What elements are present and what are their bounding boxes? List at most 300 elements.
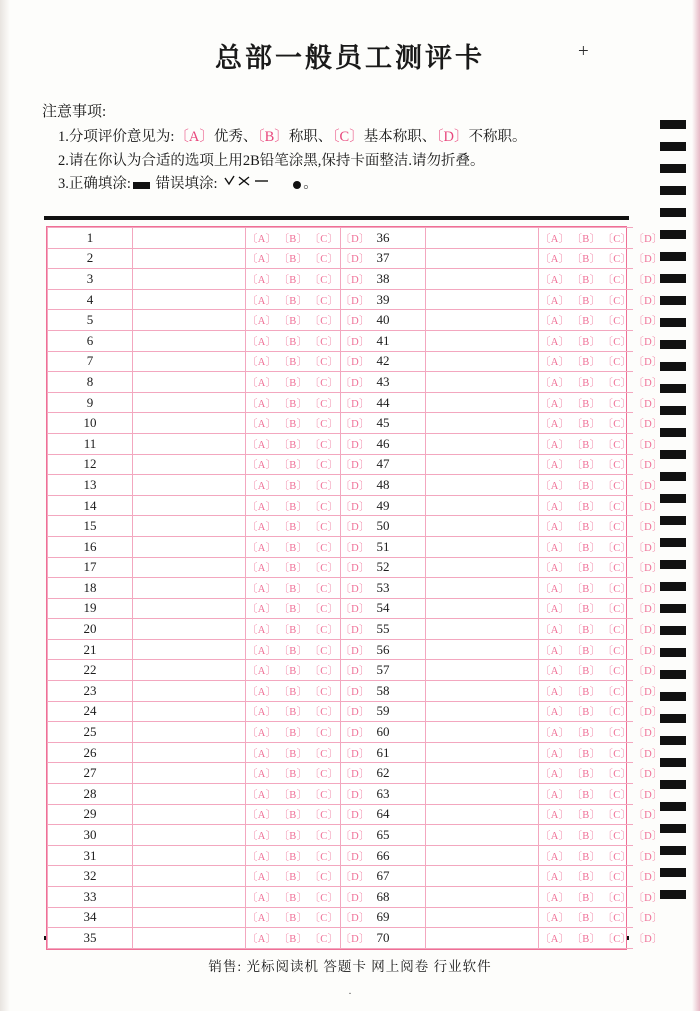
bubble-option[interactable]: 〔D〕 [340, 666, 370, 678]
bubble-option[interactable]: 〔D〕 [633, 831, 663, 843]
bubble-option[interactable]: 〔D〕 [340, 604, 370, 616]
option-bubbles[interactable] [539, 845, 663, 866]
option-bubbles[interactable] [539, 742, 663, 763]
bubble-option[interactable]: 〔C〕 [309, 460, 339, 472]
bubble-option[interactable]: 〔D〕 [633, 480, 663, 492]
bubble-option[interactable]: 〔C〕 [309, 728, 339, 740]
bubble-option[interactable]: 〔A〕 [540, 419, 570, 431]
bubble-option[interactable]: 〔D〕 [633, 892, 663, 904]
option-bubbles[interactable] [246, 413, 370, 434]
bubble-option[interactable]: 〔C〕 [309, 501, 339, 513]
bubble-option[interactable]: 〔D〕 [340, 933, 370, 945]
write-in-cell[interactable] [133, 248, 246, 269]
bubble-option[interactable]: 〔B〕 [278, 583, 308, 595]
option-bubbles[interactable] [246, 330, 370, 351]
bubble-option[interactable]: 〔D〕 [340, 892, 370, 904]
bubble-option[interactable]: 〔D〕 [633, 748, 663, 760]
bubble-option[interactable]: 〔C〕 [602, 892, 632, 904]
bubble-option[interactable]: 〔A〕 [540, 480, 570, 492]
option-bubbles[interactable] [246, 887, 370, 908]
option-bubbles[interactable] [246, 392, 370, 413]
bubble-option[interactable]: 〔B〕 [571, 233, 601, 245]
option-bubbles[interactable] [246, 310, 370, 331]
option-bubbles[interactable] [246, 454, 370, 475]
write-in-cell[interactable] [426, 248, 539, 269]
option-bubbles[interactable] [539, 433, 663, 454]
bubble-option[interactable]: 〔A〕 [540, 748, 570, 760]
bubble-option[interactable]: 〔D〕 [340, 625, 370, 637]
bubble-option[interactable]: 〔A〕 [247, 542, 277, 554]
bubble-option[interactable]: 〔C〕 [309, 583, 339, 595]
option-bubbles[interactable] [539, 681, 663, 702]
write-in-cell[interactable] [426, 825, 539, 846]
option-bubbles[interactable] [539, 536, 663, 557]
option-bubbles[interactable] [246, 598, 370, 619]
write-in-cell[interactable] [426, 742, 539, 763]
bubble-option[interactable]: 〔D〕 [633, 625, 663, 637]
bubble-option[interactable]: 〔B〕 [278, 604, 308, 616]
write-in-cell[interactable] [133, 372, 246, 393]
bubble-option[interactable]: 〔C〕 [602, 728, 632, 740]
write-in-cell[interactable] [133, 928, 246, 949]
bubble-option[interactable]: 〔D〕 [633, 274, 663, 286]
bubble-option[interactable]: 〔B〕 [278, 274, 308, 286]
bubble-option[interactable]: 〔A〕 [247, 728, 277, 740]
bubble-option[interactable]: 〔B〕 [278, 831, 308, 843]
write-in-cell[interactable] [426, 866, 539, 887]
write-in-cell[interactable] [426, 578, 539, 599]
bubble-option[interactable]: 〔A〕 [247, 892, 277, 904]
option-bubbles[interactable] [246, 248, 370, 269]
option-bubbles[interactable] [539, 660, 663, 681]
bubble-option[interactable]: 〔B〕 [278, 316, 308, 328]
bubble-option[interactable]: 〔D〕 [340, 789, 370, 801]
bubble-option[interactable]: 〔C〕 [602, 810, 632, 822]
bubble-option[interactable]: 〔C〕 [309, 748, 339, 760]
bubble-option[interactable]: 〔A〕 [247, 563, 277, 575]
bubble-option[interactable]: 〔A〕 [247, 686, 277, 698]
bubble-option[interactable]: 〔B〕 [278, 748, 308, 760]
bubble-option[interactable]: 〔C〕 [602, 872, 632, 884]
bubble-option[interactable]: 〔A〕 [247, 233, 277, 245]
bubble-option[interactable]: 〔A〕 [540, 336, 570, 348]
option-bubbles[interactable] [539, 825, 663, 846]
bubble-option[interactable]: 〔A〕 [540, 604, 570, 616]
write-in-cell[interactable] [426, 536, 539, 557]
bubble-option[interactable]: 〔A〕 [540, 460, 570, 472]
bubble-option[interactable]: 〔A〕 [247, 810, 277, 822]
write-in-cell[interactable] [133, 701, 246, 722]
write-in-cell[interactable] [426, 454, 539, 475]
bubble-option[interactable]: 〔A〕 [247, 851, 277, 863]
bubble-option[interactable]: 〔B〕 [278, 666, 308, 678]
option-bubbles[interactable] [539, 639, 663, 660]
bubble-option[interactable]: 〔B〕 [278, 542, 308, 554]
bubble-option[interactable]: 〔D〕 [633, 439, 663, 451]
write-in-cell[interactable] [133, 639, 246, 660]
bubble-option[interactable]: 〔C〕 [602, 707, 632, 719]
option-bubbles[interactable] [539, 887, 663, 908]
bubble-option[interactable]: 〔A〕 [247, 748, 277, 760]
option-bubbles[interactable] [539, 763, 663, 784]
bubble-option[interactable]: 〔A〕 [540, 233, 570, 245]
bubble-option[interactable]: 〔B〕 [571, 419, 601, 431]
bubble-option[interactable]: 〔D〕 [340, 728, 370, 740]
bubble-option[interactable]: 〔D〕 [633, 933, 663, 945]
option-bubbles[interactable] [539, 413, 663, 434]
bubble-option[interactable]: 〔A〕 [247, 295, 277, 307]
bubble-option[interactable]: 〔B〕 [571, 769, 601, 781]
bubble-option[interactable]: 〔A〕 [540, 831, 570, 843]
write-in-cell[interactable] [426, 475, 539, 496]
bubble-option[interactable]: 〔A〕 [540, 398, 570, 410]
bubble-option[interactable]: 〔C〕 [602, 563, 632, 575]
bubble-option[interactable]: 〔A〕 [540, 542, 570, 554]
bubble-option[interactable]: 〔B〕 [278, 810, 308, 822]
write-in-cell[interactable] [133, 825, 246, 846]
bubble-option[interactable]: 〔C〕 [309, 851, 339, 863]
bubble-option[interactable]: 〔C〕 [309, 563, 339, 575]
bubble-option[interactable]: 〔C〕 [309, 913, 339, 925]
bubble-option[interactable]: 〔D〕 [340, 274, 370, 286]
write-in-cell[interactable] [426, 928, 539, 949]
bubble-option[interactable]: 〔B〕 [571, 851, 601, 863]
bubble-option[interactable]: 〔D〕 [633, 563, 663, 575]
bubble-option[interactable]: 〔B〕 [571, 439, 601, 451]
bubble-option[interactable]: 〔C〕 [309, 522, 339, 534]
option-bubbles[interactable] [246, 578, 370, 599]
bubble-option[interactable]: 〔B〕 [278, 625, 308, 637]
bubble-option[interactable]: 〔B〕 [571, 377, 601, 389]
bubble-option[interactable]: 〔A〕 [247, 316, 277, 328]
bubble-option[interactable]: 〔B〕 [571, 542, 601, 554]
bubble-option[interactable]: 〔A〕 [540, 583, 570, 595]
bubble-option[interactable]: 〔A〕 [247, 357, 277, 369]
bubble-option[interactable]: 〔A〕 [247, 398, 277, 410]
bubble-option[interactable]: 〔C〕 [309, 892, 339, 904]
bubble-option[interactable]: 〔B〕 [571, 336, 601, 348]
bubble-option[interactable]: 〔B〕 [571, 254, 601, 266]
bubble-option[interactable]: 〔D〕 [633, 728, 663, 740]
option-bubbles[interactable] [246, 825, 370, 846]
option-bubbles[interactable] [246, 516, 370, 537]
bubble-option[interactable]: 〔C〕 [309, 274, 339, 286]
bubble-option[interactable]: 〔D〕 [633, 604, 663, 616]
write-in-cell[interactable] [133, 228, 246, 249]
option-bubbles[interactable] [246, 784, 370, 805]
bubble-option[interactable]: 〔C〕 [602, 336, 632, 348]
write-in-cell[interactable] [426, 557, 539, 578]
bubble-option[interactable]: 〔D〕 [340, 501, 370, 513]
option-bubbles[interactable] [246, 536, 370, 557]
write-in-cell[interactable] [426, 701, 539, 722]
write-in-cell[interactable] [133, 763, 246, 784]
bubble-option[interactable]: 〔D〕 [340, 357, 370, 369]
bubble-option[interactable]: 〔A〕 [247, 522, 277, 534]
write-in-cell[interactable] [133, 392, 246, 413]
write-in-cell[interactable] [426, 907, 539, 928]
bubble-option[interactable]: 〔B〕 [571, 728, 601, 740]
bubble-option[interactable]: 〔D〕 [340, 872, 370, 884]
bubble-option[interactable]: 〔D〕 [340, 233, 370, 245]
write-in-cell[interactable] [133, 907, 246, 928]
bubble-option[interactable]: 〔C〕 [602, 933, 632, 945]
bubble-option[interactable]: 〔B〕 [278, 728, 308, 740]
bubble-option[interactable]: 〔C〕 [602, 316, 632, 328]
bubble-option[interactable]: 〔D〕 [633, 645, 663, 657]
option-bubbles[interactable] [246, 681, 370, 702]
bubble-option[interactable]: 〔B〕 [278, 419, 308, 431]
write-in-cell[interactable] [133, 660, 246, 681]
option-bubbles[interactable] [539, 310, 663, 331]
bubble-option[interactable]: 〔D〕 [340, 542, 370, 554]
write-in-cell[interactable] [426, 784, 539, 805]
bubble-option[interactable]: 〔D〕 [340, 439, 370, 451]
bubble-option[interactable]: 〔C〕 [602, 542, 632, 554]
write-in-cell[interactable] [426, 660, 539, 681]
bubble-option[interactable]: 〔A〕 [540, 439, 570, 451]
bubble-option[interactable]: 〔D〕 [633, 666, 663, 678]
bubble-option[interactable]: 〔D〕 [633, 233, 663, 245]
option-bubbles[interactable] [246, 742, 370, 763]
bubble-option[interactable]: 〔D〕 [633, 707, 663, 719]
bubble-option[interactable]: 〔B〕 [278, 357, 308, 369]
bubble-option[interactable]: 〔A〕 [247, 831, 277, 843]
bubble-option[interactable]: 〔D〕 [633, 336, 663, 348]
write-in-cell[interactable] [426, 372, 539, 393]
write-in-cell[interactable] [133, 351, 246, 372]
bubble-option[interactable]: 〔B〕 [571, 604, 601, 616]
write-in-cell[interactable] [133, 598, 246, 619]
bubble-option[interactable]: 〔B〕 [571, 522, 601, 534]
bubble-option[interactable]: 〔A〕 [247, 933, 277, 945]
write-in-cell[interactable] [426, 269, 539, 290]
write-in-cell[interactable] [426, 289, 539, 310]
option-bubbles[interactable] [246, 845, 370, 866]
bubble-option[interactable]: 〔A〕 [247, 913, 277, 925]
write-in-cell[interactable] [426, 351, 539, 372]
write-in-cell[interactable] [426, 228, 539, 249]
write-in-cell[interactable] [133, 516, 246, 537]
bubble-option[interactable]: 〔B〕 [571, 625, 601, 637]
bubble-option[interactable]: 〔D〕 [340, 748, 370, 760]
bubble-option[interactable]: 〔D〕 [633, 254, 663, 266]
bubble-option[interactable]: 〔B〕 [278, 686, 308, 698]
write-in-cell[interactable] [426, 763, 539, 784]
bubble-option[interactable]: 〔D〕 [633, 522, 663, 534]
write-in-cell[interactable] [426, 495, 539, 516]
bubble-option[interactable]: 〔B〕 [278, 254, 308, 266]
bubble-option[interactable]: 〔C〕 [309, 625, 339, 637]
option-bubbles[interactable] [539, 372, 663, 393]
bubble-option[interactable]: 〔C〕 [309, 233, 339, 245]
bubble-option[interactable]: 〔A〕 [540, 563, 570, 575]
option-bubbles[interactable] [539, 248, 663, 269]
bubble-option[interactable]: 〔D〕 [633, 686, 663, 698]
write-in-cell[interactable] [426, 845, 539, 866]
bubble-option[interactable]: 〔A〕 [540, 789, 570, 801]
bubble-option[interactable]: 〔A〕 [540, 522, 570, 534]
option-bubbles[interactable] [246, 804, 370, 825]
option-bubbles[interactable] [539, 392, 663, 413]
bubble-option[interactable]: 〔B〕 [571, 460, 601, 472]
bubble-option[interactable]: 〔C〕 [602, 789, 632, 801]
option-bubbles[interactable] [539, 516, 663, 537]
option-bubbles[interactable] [539, 454, 663, 475]
bubble-option[interactable]: 〔A〕 [540, 769, 570, 781]
bubble-option[interactable]: 〔C〕 [309, 933, 339, 945]
option-bubbles[interactable] [246, 866, 370, 887]
bubble-option[interactable]: 〔A〕 [540, 645, 570, 657]
option-bubbles[interactable] [246, 619, 370, 640]
bubble-option[interactable]: 〔D〕 [633, 357, 663, 369]
bubble-option[interactable]: 〔C〕 [309, 254, 339, 266]
bubble-option[interactable]: 〔B〕 [278, 377, 308, 389]
bubble-option[interactable]: 〔B〕 [571, 583, 601, 595]
bubble-option[interactable]: 〔A〕 [540, 851, 570, 863]
option-bubbles[interactable] [246, 701, 370, 722]
bubble-option[interactable]: 〔D〕 [340, 686, 370, 698]
bubble-option[interactable]: 〔C〕 [309, 707, 339, 719]
bubble-option[interactable]: 〔A〕 [540, 707, 570, 719]
option-bubbles[interactable] [539, 495, 663, 516]
bubble-option[interactable]: 〔D〕 [633, 316, 663, 328]
bubble-option[interactable]: 〔C〕 [602, 748, 632, 760]
write-in-cell[interactable] [133, 619, 246, 640]
option-bubbles[interactable] [539, 598, 663, 619]
bubble-option[interactable]: 〔D〕 [340, 480, 370, 492]
bubble-option[interactable]: 〔D〕 [340, 851, 370, 863]
bubble-option[interactable]: 〔A〕 [540, 377, 570, 389]
bubble-option[interactable]: 〔B〕 [571, 295, 601, 307]
bubble-option[interactable]: 〔D〕 [633, 398, 663, 410]
bubble-option[interactable]: 〔C〕 [602, 419, 632, 431]
bubble-option[interactable]: 〔C〕 [602, 357, 632, 369]
write-in-cell[interactable] [426, 516, 539, 537]
bubble-option[interactable]: 〔D〕 [633, 419, 663, 431]
option-bubbles[interactable] [246, 351, 370, 372]
bubble-option[interactable]: 〔B〕 [278, 460, 308, 472]
bubble-option[interactable]: 〔D〕 [633, 851, 663, 863]
write-in-cell[interactable] [133, 433, 246, 454]
option-bubbles[interactable] [539, 784, 663, 805]
bubble-option[interactable]: 〔B〕 [571, 686, 601, 698]
bubble-option[interactable]: 〔C〕 [309, 789, 339, 801]
bubble-option[interactable]: 〔B〕 [571, 913, 601, 925]
bubble-option[interactable]: 〔C〕 [309, 480, 339, 492]
bubble-option[interactable]: 〔A〕 [540, 666, 570, 678]
bubble-option[interactable]: 〔A〕 [247, 336, 277, 348]
option-bubbles[interactable] [539, 289, 663, 310]
option-bubbles[interactable] [246, 495, 370, 516]
bubble-option[interactable]: 〔C〕 [309, 686, 339, 698]
bubble-option[interactable]: 〔C〕 [602, 831, 632, 843]
bubble-option[interactable]: 〔B〕 [278, 872, 308, 884]
option-bubbles[interactable] [539, 866, 663, 887]
bubble-option[interactable]: 〔D〕 [340, 419, 370, 431]
bubble-option[interactable]: 〔B〕 [571, 892, 601, 904]
bubble-option[interactable]: 〔C〕 [309, 295, 339, 307]
bubble-option[interactable]: 〔A〕 [540, 254, 570, 266]
bubble-option[interactable]: 〔C〕 [309, 419, 339, 431]
option-bubbles[interactable] [539, 269, 663, 290]
option-bubbles[interactable] [539, 330, 663, 351]
option-bubbles[interactable] [246, 557, 370, 578]
write-in-cell[interactable] [133, 269, 246, 290]
bubble-option[interactable]: 〔C〕 [309, 357, 339, 369]
option-bubbles[interactable] [539, 351, 663, 372]
write-in-cell[interactable] [133, 578, 246, 599]
bubble-option[interactable]: 〔B〕 [278, 645, 308, 657]
bubble-option[interactable]: 〔A〕 [247, 501, 277, 513]
option-bubbles[interactable] [539, 928, 663, 949]
bubble-option[interactable]: 〔B〕 [278, 233, 308, 245]
write-in-cell[interactable] [133, 557, 246, 578]
bubble-option[interactable]: 〔A〕 [540, 933, 570, 945]
bubble-option[interactable]: 〔B〕 [278, 851, 308, 863]
bubble-option[interactable]: 〔C〕 [602, 254, 632, 266]
bubble-option[interactable]: 〔B〕 [278, 522, 308, 534]
bubble-option[interactable]: 〔A〕 [247, 872, 277, 884]
bubble-option[interactable]: 〔A〕 [540, 728, 570, 740]
option-bubbles[interactable] [246, 907, 370, 928]
write-in-cell[interactable] [133, 742, 246, 763]
write-in-cell[interactable] [426, 619, 539, 640]
bubble-option[interactable]: 〔D〕 [340, 398, 370, 410]
bubble-option[interactable]: 〔C〕 [602, 377, 632, 389]
bubble-option[interactable]: 〔A〕 [247, 460, 277, 472]
bubble-option[interactable]: 〔D〕 [340, 522, 370, 534]
bubble-option[interactable]: 〔B〕 [278, 295, 308, 307]
bubble-option[interactable]: 〔C〕 [602, 460, 632, 472]
bubble-option[interactable]: 〔C〕 [309, 336, 339, 348]
bubble-option[interactable]: 〔C〕 [602, 604, 632, 616]
option-bubbles[interactable] [539, 475, 663, 496]
write-in-cell[interactable] [133, 804, 246, 825]
bubble-option[interactable]: 〔C〕 [602, 233, 632, 245]
bubble-option[interactable]: 〔D〕 [340, 295, 370, 307]
option-bubbles[interactable] [539, 701, 663, 722]
write-in-cell[interactable] [426, 433, 539, 454]
bubble-option[interactable]: 〔C〕 [602, 769, 632, 781]
bubble-option[interactable]: 〔A〕 [540, 810, 570, 822]
bubble-option[interactable]: 〔C〕 [602, 439, 632, 451]
bubble-option[interactable]: 〔C〕 [602, 851, 632, 863]
bubble-option[interactable]: 〔A〕 [540, 872, 570, 884]
bubble-option[interactable]: 〔D〕 [633, 583, 663, 595]
bubble-option[interactable]: 〔C〕 [602, 501, 632, 513]
bubble-option[interactable]: 〔A〕 [247, 666, 277, 678]
bubble-option[interactable]: 〔B〕 [278, 707, 308, 719]
write-in-cell[interactable] [133, 722, 246, 743]
bubble-option[interactable]: 〔B〕 [571, 933, 601, 945]
bubble-option[interactable]: 〔A〕 [540, 625, 570, 637]
option-bubbles[interactable] [246, 269, 370, 290]
bubble-option[interactable]: 〔C〕 [602, 686, 632, 698]
option-bubbles[interactable] [539, 722, 663, 743]
bubble-option[interactable]: 〔A〕 [247, 583, 277, 595]
bubble-option[interactable]: 〔B〕 [571, 831, 601, 843]
bubble-option[interactable]: 〔D〕 [340, 460, 370, 472]
write-in-cell[interactable] [426, 887, 539, 908]
bubble-option[interactable]: 〔B〕 [278, 336, 308, 348]
bubble-option[interactable]: 〔A〕 [540, 913, 570, 925]
bubble-option[interactable]: 〔B〕 [571, 357, 601, 369]
bubble-option[interactable]: 〔D〕 [340, 336, 370, 348]
bubble-option[interactable]: 〔B〕 [278, 501, 308, 513]
write-in-cell[interactable] [133, 454, 246, 475]
bubble-option[interactable]: 〔C〕 [602, 645, 632, 657]
